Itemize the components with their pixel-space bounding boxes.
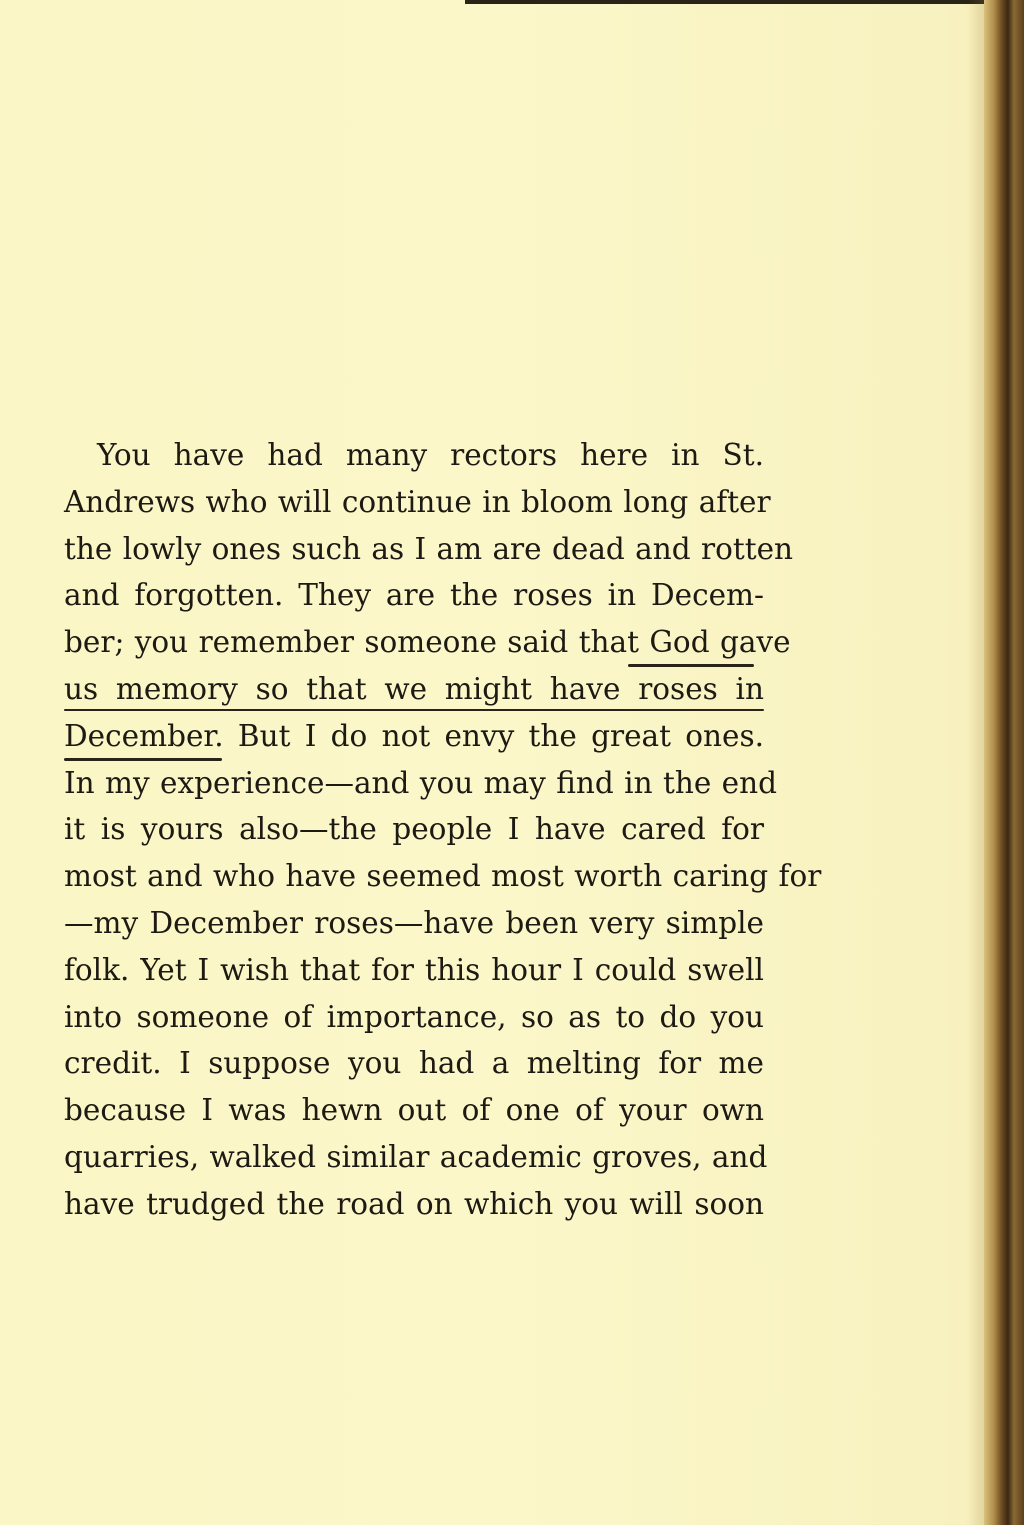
paragraph-line: ber; you remember someone said that God gave — [64, 625, 791, 660]
paragraph-line: You have had many rectors here in St. — [97, 438, 764, 472]
paragraph-line: quarries, walked similar academic groves, and — [64, 1139, 768, 1174]
pencil-underline-mark — [628, 664, 754, 667]
page-gutter-shade — [968, 0, 984, 1525]
paragraph-line: Andrews who will continue in bloom long after — [64, 484, 771, 519]
pencil-underline-mark — [64, 709, 764, 711]
body-paragraph — [64, 432, 822, 1228]
paragraph-line: us memory so that we might have roses in — [64, 671, 764, 706]
page-top-edge-shadow — [465, 0, 985, 4]
paragraph-line: into someone of importance, so as to do you — [64, 999, 764, 1034]
paragraph-line: the lowly ones such as I am are dead and rotten — [64, 531, 794, 566]
paragraph-line: —my December roses—have been very simple — [64, 905, 764, 940]
paragraph-line: December. But I do not envy the great ones. — [64, 718, 764, 753]
paragraph-line: In my experience—and you may find in the end — [64, 765, 777, 800]
book-spine-edge — [984, 0, 1024, 1525]
paragraph-line: most and who have seemed most worth caring for — [64, 859, 822, 894]
paragraph-line: it is yours also—the people I have cared for — [64, 812, 764, 847]
paragraph-line: credit. I suppose you had a melting for me — [64, 1046, 764, 1081]
paragraph-line: have trudged the road on which you will soon — [64, 1186, 764, 1221]
paragraph-line: folk. Yet I wish that for this hour I could swell — [64, 952, 764, 987]
pencil-underline-mark — [64, 758, 222, 761]
paragraph-line: because I was hewn out of one of your own — [64, 1093, 764, 1128]
paragraph-line: and forgotten. They are the roses in Decem- — [64, 578, 764, 613]
